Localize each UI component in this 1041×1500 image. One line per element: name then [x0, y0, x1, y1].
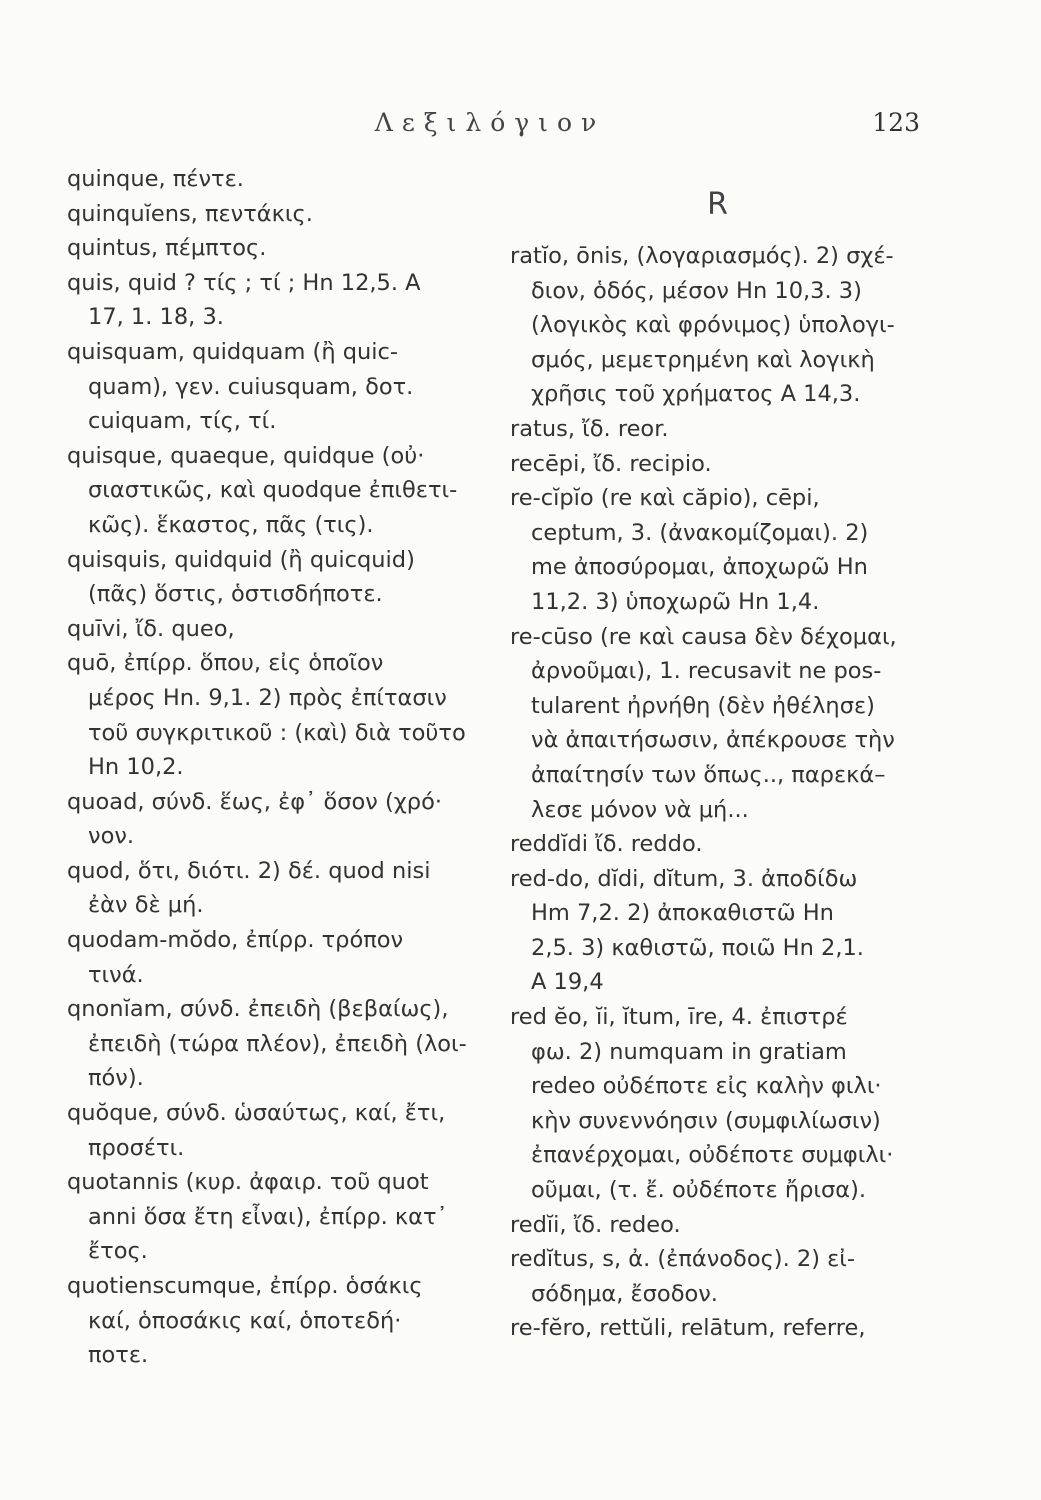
- entry-continuation-line: ποτε.: [88, 1342, 149, 1369]
- entry-continuation-line: διον, ὁδός, μέσον Hn 10,3. 3): [531, 277, 862, 304]
- entry-continuation-line: 11,2. 3) ὑποχωρῶ Hn 1,4.: [531, 588, 820, 615]
- entry-continuation-line: Hm 7,2. 2) ἀποκαθιστῶ Hn: [531, 900, 834, 927]
- entry-continuation-line: cuiquam, τίς, τί.: [88, 408, 277, 435]
- entry-line: ratĭo, ōnis, (λογαριασμός). 2) σχέ-: [510, 243, 894, 269]
- running-head: [60, 108, 920, 148]
- entry-continuation-line: anni ὅσα ἔτη εἶναι), ἐπίρρ. κατ᾽: [88, 1203, 448, 1230]
- entry-continuation-line: σιαστικῶς, καὶ quodque ἐπιθετι-: [88, 477, 458, 504]
- entry-continuation-line: νον.: [88, 823, 135, 850]
- entry-line: qnonĭam, σύνδ. ἐπειδὴ (βεβαίως),: [67, 996, 449, 1023]
- entry-continuation-line: ἔτος.: [88, 1238, 148, 1265]
- entry-line: recēpi, ἴδ. recipio.: [510, 450, 712, 477]
- entry-continuation-line: ἐπειδὴ (τώρα πλέον), ἐπειδὴ (λοι-: [88, 1030, 467, 1057]
- entry-line: quotannis (κυρ. ἀφαιρ. τοῦ quot: [67, 1169, 429, 1196]
- entry-continuation-line: (λογικὸς καὶ φρόνιμος) ὑπολογι-: [531, 312, 895, 339]
- entry-line: quinquĭens, πεντάκις.: [67, 200, 313, 227]
- entry-continuation-line: quam), γεν. cuiusquam, δοτ.: [88, 373, 414, 400]
- entry-continuation-line: ἀρνοῦμαι), 1. recusavit ne pos-: [531, 658, 882, 685]
- entry-line: quinque, πέντε.: [67, 166, 244, 192]
- entry-continuation-line: me ἀποσύρομαι, ἀποχωρῶ Hn: [531, 554, 868, 581]
- entry-line: quŏque, σύνδ. ὡσαύτως, καί, ἔτι,: [67, 1100, 446, 1127]
- entry-line: quodam-mŏdo, ἐπίρρ. τρόπον: [67, 927, 404, 954]
- entry-line: quisquis, quidquid (ἢ quicquid): [67, 546, 415, 573]
- entry-line: redĭtus, s, ἀ. (ἐπάνοδος). 2) εἰ-: [510, 1246, 856, 1273]
- entry-line: quotienscumque, ἐπίρρ. ὁσάκις: [67, 1273, 423, 1299]
- entry-continuation-line: ἐπανέρχομαι, οὐδέποτε συμφιλι·: [531, 1142, 894, 1169]
- page-number: 123: [872, 108, 920, 137]
- entry-line: red-do, dĭdi, dĭtum, 3. ἀποδίδω: [510, 865, 858, 892]
- entry-continuation-line: πόν).: [88, 1065, 144, 1092]
- entry-continuation-line: χρῆσις τοῦ χρήματος A 14,3.: [531, 381, 861, 408]
- entry-line: quisquam, quidquam (ἢ quic-: [67, 338, 399, 365]
- entry-line: re-cĭpĭo (re καὶ căpio), cēpi,: [510, 485, 820, 512]
- entry-line: quō, ἐπίρρ. ὅπου, εἰς ὁποῖον: [67, 650, 384, 677]
- entry-continuation-line: 2,5. 3) καθιστῶ, ποιῶ Hn 2,1.: [531, 934, 864, 961]
- entry-line: quis, quid ? τίς ; τί ; Hn 12,5. A: [67, 269, 421, 296]
- entry-continuation-line: προσέτι.: [88, 1134, 185, 1161]
- entry-line: reddĭdi ἴδ. reddo.: [510, 831, 703, 858]
- entry-continuation-line: tularent ἠρνήθη (δὲν ἠθέλησε): [531, 692, 875, 719]
- entry-continuation-line: τοῦ συγκριτικοῦ : (καὶ) διὰ τοῦτο: [88, 719, 466, 746]
- entry-line: ratus, ἴδ. reor.: [510, 415, 669, 442]
- entry-continuation-line: redeo οὐδέποτε εἰς καλὴν φιλι·: [531, 1073, 882, 1100]
- left-column: [67, 162, 482, 1373]
- entry-continuation-line: νὰ ἀπαιτήσωσιν, ἀπέκρουσε τὴν: [531, 727, 895, 754]
- entry-line: quoad, σύνδ. ἕως, ἐφ᾽ ὅσον (χρό·: [67, 788, 443, 815]
- entry-line: quod, ὅτι, διότι. 2) δέ. quod nisi: [67, 857, 431, 884]
- entry-continuation-line: οῦμαι, (τ. ἔ. οὐδέποτε ἤρισα).: [531, 1177, 867, 1204]
- entry-continuation-line: κὴν συνεννόησιν (συμφιλίωσιν): [531, 1107, 881, 1134]
- entry-line: red ĕo, ĭi, ĭtum, īre, 4. ἐπιστρέ: [510, 1004, 848, 1031]
- entry-line: quintus, πέμπτος.: [67, 235, 267, 262]
- entry-continuation-line: φω. 2) numquam in gratiam: [531, 1038, 847, 1065]
- running-title: Λεξιλόγιον: [374, 108, 606, 137]
- entry-continuation-line: ceptum, 3. (ἀνακομίζομαι). 2): [531, 519, 869, 546]
- entry-line: re-fĕro, rettŭli, relātum, referre,: [510, 1315, 866, 1342]
- entry-continuation-line: μέρος Hn. 9,1. 2) πρὸς ἐπίτασιν: [88, 684, 447, 711]
- entry-continuation-line: A 19,4: [531, 969, 604, 996]
- entry-continuation-line: σμός, μεμετρημένη καὶ λογικὴ: [531, 346, 875, 373]
- entry-continuation-line: σόδημα, ἔσοδον.: [531, 1280, 718, 1307]
- entry-line: redĭi, ἴδ. redeo.: [510, 1211, 681, 1238]
- entry-continuation-line: (πᾶς) ὅστις, ὁστισδήποτε.: [88, 581, 383, 608]
- entry-line: quīvi, ἴδ. queo,: [67, 615, 235, 642]
- entry-continuation-line: Hn 10,2.: [88, 754, 184, 781]
- entry-continuation-line: καί, ὁποσάκις καί, ὁποτεδή·: [88, 1307, 402, 1334]
- entry-line: re-cūso (re καὶ causa δὲν δέχομαι,: [510, 623, 897, 650]
- right-column-entries: [510, 239, 925, 1346]
- entry-line: quisque, quaeque, quidque (οὐ·: [67, 442, 425, 469]
- entry-continuation-line: λεσε μόνον νὰ μή...: [531, 796, 749, 823]
- entry-continuation-line: 17, 1. 18, 3.: [88, 304, 224, 331]
- entry-continuation-line: κῶς). ἕκαστος, πᾶς (τις).: [88, 511, 374, 538]
- entry-continuation-line: ἀπαίτησίν των ὅπως.., παρεκά–: [531, 761, 886, 788]
- entry-continuation-line: ἐὰν δὲ μή.: [88, 892, 204, 919]
- section-letter-heading: R: [707, 187, 728, 222]
- entry-continuation-line: τινά.: [88, 961, 144, 988]
- right-column: [510, 162, 925, 1346]
